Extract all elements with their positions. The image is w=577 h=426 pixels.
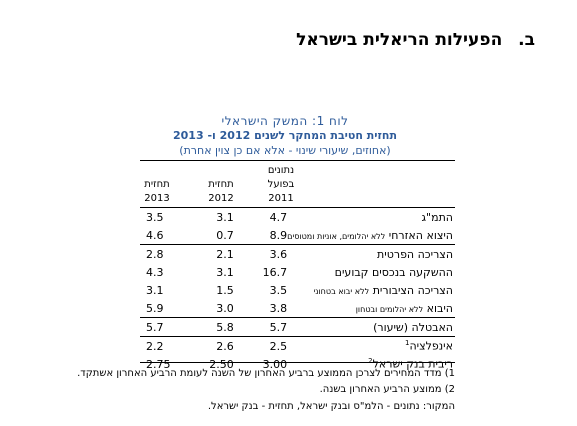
- table-row: [140, 281, 455, 299]
- cell-2012: 3.0: [216, 301, 234, 315]
- row-label-text: האבטלה (שיעור): [373, 320, 453, 334]
- col-header-2013: תחזית 2013: [144, 179, 170, 204]
- cell-2013: 2.75: [146, 357, 171, 371]
- cell-2012: 2.50: [209, 357, 234, 371]
- row-label-text: אינפלציה: [409, 339, 453, 353]
- section-heading: [296, 30, 535, 50]
- row-label-note: ללא יהלומים ובטחון: [355, 304, 424, 314]
- row-label-text: הצריכה הציבורית: [372, 283, 453, 297]
- footnote-1: 1) מדד המחירים לצרכן הממוצע ברביע האחרון של השנה לעומת הרביע האחרון אשתקד.: [77, 368, 455, 379]
- row-label-text: היבוא: [426, 301, 453, 315]
- row-label-text: התמ"ג: [421, 210, 453, 224]
- footnote-marker: 2: [368, 357, 373, 366]
- cell-2011: 4.7: [269, 210, 288, 224]
- forecast-table: [140, 208, 455, 373]
- cell-2013: 5.9: [146, 301, 164, 315]
- row-label: [287, 318, 455, 337]
- row-label-note: ללא יהלומים, אוניות ומטוסים: [287, 231, 386, 241]
- row-label: [287, 337, 455, 356]
- row-label: [287, 263, 455, 281]
- cell-2011: 2.5: [269, 339, 288, 353]
- cell-2012: 5.8: [174, 318, 234, 337]
- cell-2013: 2.8: [140, 245, 174, 264]
- table-row: [140, 299, 455, 318]
- col-header-2011: נתונים בפועל 2011: [267, 165, 295, 204]
- footnote-2: 2) ממוצע הרביע האחרון בשנה.: [319, 384, 455, 395]
- cell-2012: 3.1: [216, 210, 234, 224]
- row-label: [287, 226, 455, 245]
- cell-2012: 1.5: [216, 283, 234, 297]
- row-label-text: היצוא האזרחי: [388, 228, 453, 242]
- row-label: [287, 208, 455, 226]
- cell-2013: 2.2: [146, 339, 164, 353]
- cell-2011: 3.8: [269, 301, 288, 315]
- row-label: [287, 281, 455, 299]
- section-title: הפעילות הריאלית בישראל: [296, 30, 503, 50]
- table-row: [140, 245, 455, 264]
- cell-2013: 5.7: [140, 318, 174, 337]
- row-label-note: ללא יבוא בטחוני: [313, 286, 370, 296]
- table-row: [140, 208, 455, 226]
- cell-2013: 4.3: [146, 265, 164, 279]
- table-top-rule: [140, 160, 455, 161]
- cell-2012: 3.1: [216, 265, 234, 279]
- cell-2012: 2.1: [174, 245, 234, 264]
- row-label: [287, 245, 455, 264]
- row-label-text: הצריכה הפרטית: [377, 247, 453, 261]
- table-caption-subtitle: תחזית חטיבת המחקר לשנים 2012 ו- 2013: [173, 129, 397, 142]
- table-bottom-rule: [140, 362, 455, 363]
- table-row: [140, 337, 455, 356]
- source-note: המקור: נתונים - הלמ"ס ובנק ישראל, תחזית - בנק ישראל.: [207, 401, 455, 412]
- cell-2011: 5.7: [234, 318, 287, 337]
- cell-2011: 3.6: [234, 245, 287, 264]
- row-label-text: ההשקעה בנכסים קבועים: [334, 265, 453, 279]
- table-row: [140, 226, 455, 245]
- table-row: [140, 318, 455, 337]
- cell-2011: 16.7: [262, 265, 288, 279]
- section-number: ב.: [518, 30, 535, 50]
- cell-2013: 4.6: [146, 228, 164, 242]
- cell-2012: 2.6: [216, 339, 234, 353]
- cell-2013: 3.1: [146, 283, 164, 297]
- table-row: [140, 263, 455, 281]
- cell-2011: 8.9: [269, 228, 288, 242]
- table-caption-title: לוח 1: המשק הישראלי: [221, 114, 349, 128]
- table-caption-units: (אחוזים, שיעורי שינוי - אלא אם כן צוין אחרת): [179, 144, 391, 157]
- cell-2011: 3.00: [262, 357, 288, 371]
- cell-2013: 3.5: [146, 210, 164, 224]
- cell-2011: 3.5: [269, 283, 288, 297]
- row-label-text: ריבית בנק ישראל: [372, 357, 453, 371]
- row-label: [287, 299, 455, 318]
- footnote-marker: 1: [405, 339, 410, 348]
- cell-2012: 0.7: [216, 228, 234, 242]
- col-header-2012: תחזית 2012: [208, 179, 234, 204]
